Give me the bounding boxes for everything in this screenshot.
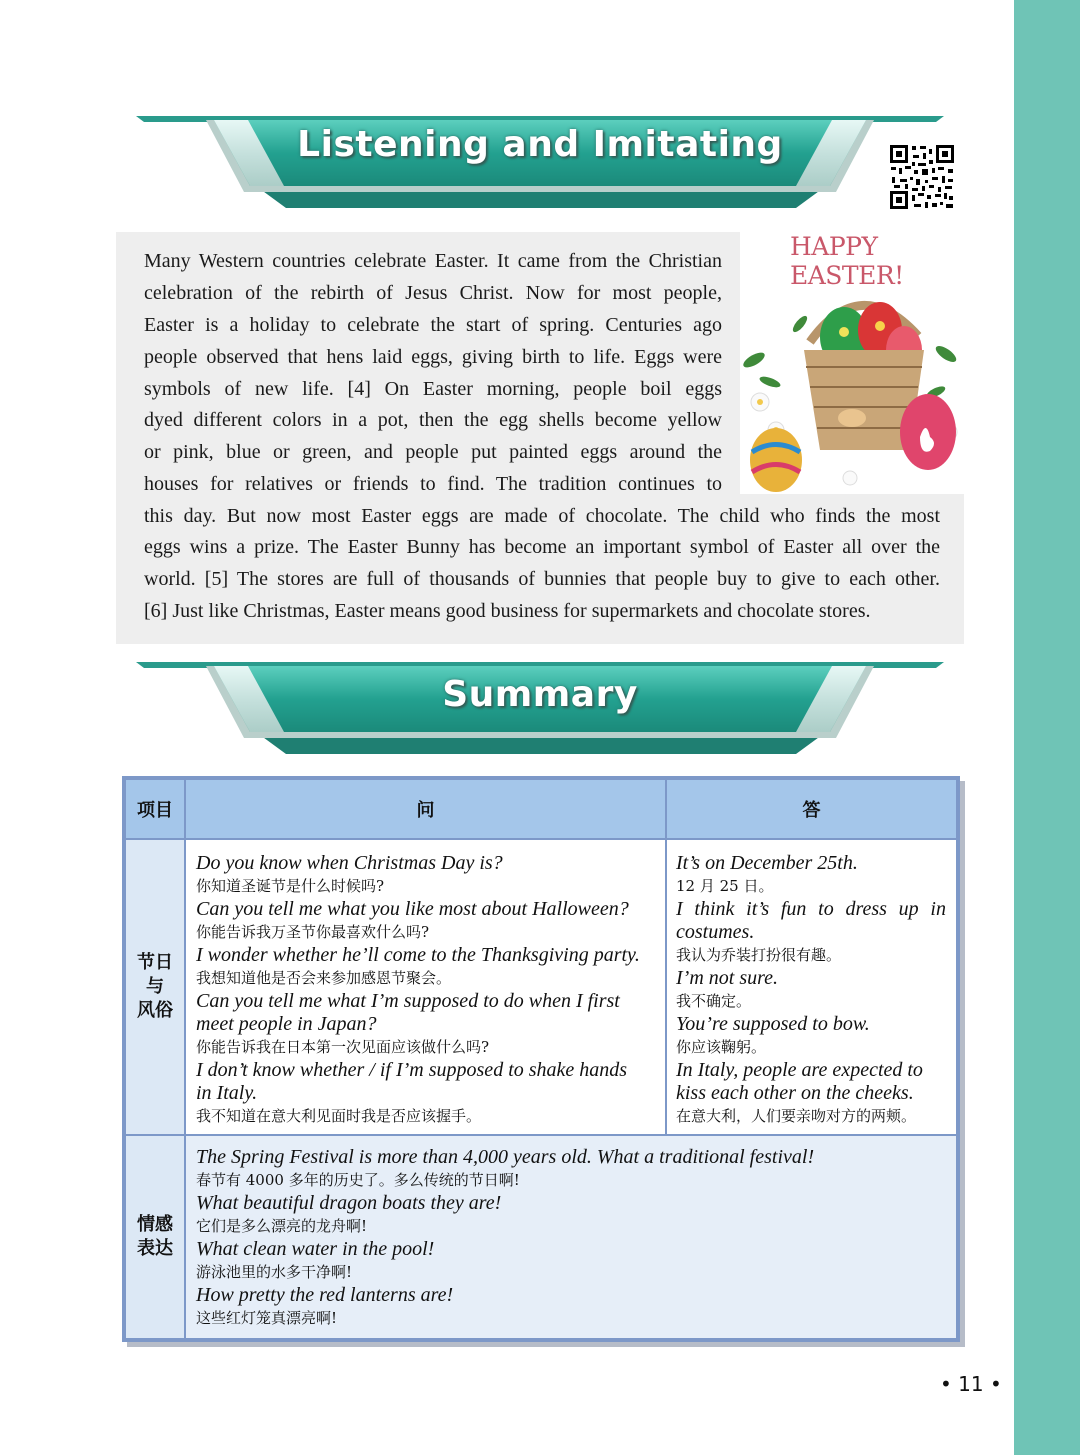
a2-en-line2: costumes. [676, 921, 755, 943]
side-strip [1014, 0, 1080, 1455]
row-label-festivals: 节日 与 风俗 [125, 839, 185, 1135]
row2-content-cell [185, 1135, 957, 1339]
section-title-summary: Summary [442, 674, 638, 715]
q1-zh: 你知道圣诞节是什么时候吗? [196, 877, 385, 895]
a4-en: You’re supposed to bow. [676, 1013, 870, 1035]
header-answer: 答 [666, 779, 957, 839]
e3-en: What clean water in the pool! [196, 1238, 435, 1260]
e2-zh: 它们是多么漂亮的龙舟啊! [196, 1217, 368, 1235]
e4-zh: 这些红灯笼真漂亮啊! [196, 1309, 338, 1327]
reading-line-8: houses for relatives or friends to find. The tradition continues to [144, 473, 722, 495]
e1-zh: 春节有 4000 多年的历史了。多么传统的节日啊! [196, 1171, 520, 1189]
happy-easter-title: HAPPY EASTER! [790, 232, 904, 290]
reading-line-6: dyed different colors in a pot, then the egg shells become yellow [144, 409, 722, 431]
section-title-listening: Listening and Imitating [297, 124, 783, 165]
q4-en-line1: Can you tell me what I’m supposed to do when I first [196, 990, 620, 1012]
reading-line-1: Many Western countries celebrate Easter. It came from the Christian [144, 250, 722, 272]
reading-line-2: celebration of the rebirth of Jesus Christ. Now for most people, [144, 282, 722, 304]
listening-banner [136, 116, 944, 212]
reading-line-10: eggs wins a prize. The Easter Bunny has become an important symbol of Easter all over the [144, 536, 940, 558]
q3-en: I wonder whether he’ll come to the Thanksgiving party. [196, 944, 640, 966]
e2-en: What beautiful dragon boats they are! [196, 1192, 502, 1214]
q2-zh: 你能告诉我万圣节你最喜欢什么吗? [196, 923, 430, 941]
a5-en-line2: kiss each other on the cheeks. [676, 1082, 914, 1104]
a5-zh: 在意大利，人们要亲吻对方的两颊。 [676, 1107, 917, 1125]
happy-easter-image [740, 232, 964, 494]
a1-en: It’s on December 25th. [676, 852, 858, 874]
q1-en: Do you know when Christmas Day is? [196, 852, 503, 874]
row-label-emotions: 情感 表达 [125, 1135, 185, 1339]
a5-en-line1: In Italy, people are expected to [676, 1059, 923, 1081]
a2-zh: 我认为乔装打扮很有趣。 [676, 946, 842, 964]
q5-zh: 我不知道在意大利见面时我是否应该握手。 [196, 1107, 482, 1125]
a1-zh: 12 月 25 日。 [676, 877, 774, 895]
reading-line-9: this day. But now most Easter eggs are made of chocolate. The child who finds the most [144, 505, 940, 527]
e4-en: How pretty the red lanterns are! [196, 1284, 454, 1306]
q5-en-line1: I don’t know whether / if I’m supposed to shake hands [196, 1059, 628, 1081]
header-item: 项目 [125, 779, 185, 839]
reading-line-11: world. [5] The stores are full of thousands of bunnies that people buy to give to each other. [144, 568, 940, 590]
e3-zh: 游泳池里的水多干净啊! [196, 1263, 353, 1281]
a3-en: I’m not sure. [676, 967, 779, 989]
reading-line-3: Easter is a holiday to celebrate the start of spring. Centuries ago [144, 314, 722, 336]
q5-en-line2: in Italy. [196, 1082, 258, 1104]
summary-table [122, 776, 960, 1342]
row1-question-cell [185, 839, 666, 1135]
row1-answer-cell [666, 839, 957, 1135]
a3-zh: 我不确定。 [676, 992, 752, 1010]
e1-en: The Spring Festival is more than 4,000 years old. What a traditional festival! [196, 1146, 815, 1168]
summary-banner [136, 662, 944, 758]
header-question: 问 [185, 779, 666, 839]
reading-line-4: people observed that hens laid eggs, giving birth to life. Eggs were [144, 346, 722, 368]
a2-en-line1: I think it’s fun to dress up in [676, 898, 946, 920]
reading-line-5: symbols of new life. [4] On Easter morning, people boil eggs [144, 378, 722, 400]
q4-zh: 你能告诉我在日本第一次见面应该做什么吗? [196, 1038, 490, 1056]
q4-en-line2: meet people in Japan? [196, 1013, 377, 1035]
qr-code-icon[interactable] [888, 143, 956, 211]
page-number: • 11 • [940, 1372, 1002, 1396]
reading-line-12: [6] Just like Christmas, Easter means good business for supermarkets and chocolate stores. [144, 600, 871, 622]
reading-line-7: or pink, blue or green, and people put painted eggs around the [144, 441, 722, 463]
a4-zh: 你应该鞠躬。 [676, 1038, 767, 1056]
q3-zh: 我想知道他是否会来参加感恩节聚会。 [196, 969, 452, 987]
q2-en: Can you tell me what you like most about Halloween? [196, 898, 629, 920]
